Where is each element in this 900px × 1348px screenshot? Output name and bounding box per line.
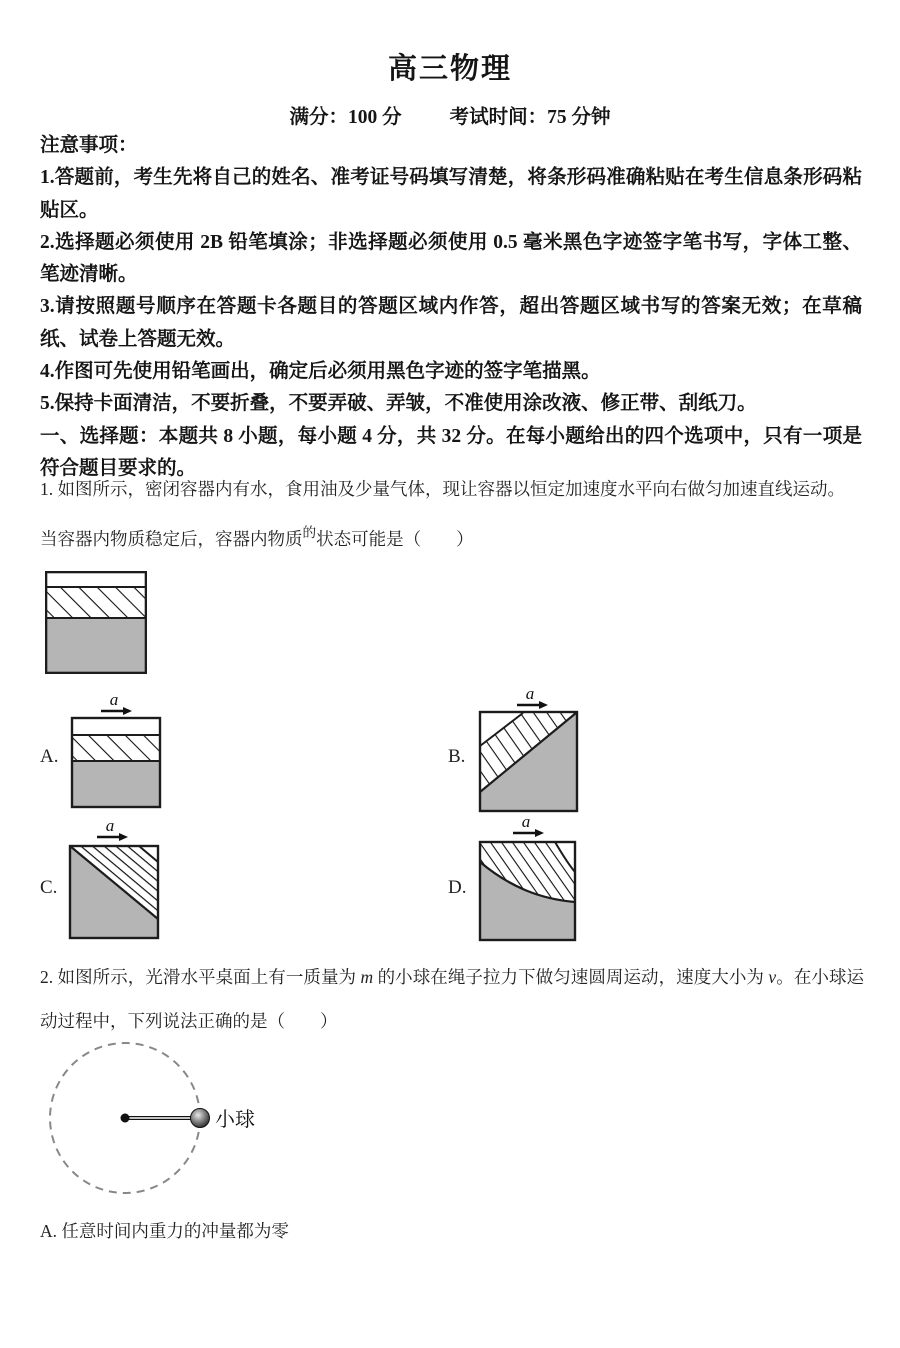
acceleration-arrow (517, 686, 548, 709)
q1-option-d-label: D. (448, 877, 467, 898)
full-score-label: 满分：100 分 (289, 107, 402, 128)
page-title: 高三物理 (387, 53, 512, 85)
exam-meta-row (0, 101, 900, 129)
notice-heading: 注意事项： (40, 135, 138, 156)
q1-option-c-figure (68, 818, 160, 941)
svg-text:a: a (105, 818, 115, 835)
oil-region (46, 587, 146, 618)
notice-item-5: 5.保持卡面清洁，不要折叠，不要弄破、弄皱，不准使用涂改液、修正带、刮纸刀。 (40, 393, 757, 415)
q2-line1-post: 。在小球 (776, 967, 847, 987)
q1-option-b-figure (478, 686, 580, 814)
q2-circular-motion-figure (45, 1038, 285, 1203)
q2-line1-pre: 2. 如图所示，光滑水平桌面上有一质量为 (40, 967, 361, 987)
water-region (72, 761, 160, 807)
notice-item-2: 2.选择题必须使用 2B 铅笔填涂；非选择题必须使用 0.5 毫米黑色字迹签字笔书写，字体工整、笔迹清晰。 (40, 231, 862, 286)
question-1-text-continued (40, 522, 862, 551)
notice-block (40, 130, 862, 485)
q1-option-d-figure (478, 814, 578, 943)
question-2-text (40, 956, 864, 1043)
svg-text:a: a (521, 814, 531, 831)
notice-item-3: 3.请按照题号顺序在答题卡各题目的答题区域内作答，超出答题区域书写的答案无效；在草稿纸、试卷上答题无效。 (40, 296, 862, 350)
svg-text:a: a (525, 686, 535, 703)
q1-line2-post: 状态可能是（ ） (316, 528, 474, 549)
water-region (46, 618, 146, 673)
exam-duration-label: 考试时间：75 分钟 (449, 107, 611, 128)
ball (191, 1109, 210, 1128)
q1-option-a-figure (70, 692, 162, 810)
q1-main-figure (45, 571, 147, 674)
q2-line2: 运动过程中，下列说法正确的是（ ） (40, 967, 865, 1031)
q1-option-c-label: C. (40, 877, 58, 898)
q1-option-a-label: A. (40, 746, 59, 767)
section-header: 一、选择题：本题共 8 小题，每小题 4 分，共 32 分。在每小题给出的四个选项中，只有一项是符合题目要求的。 (40, 425, 862, 479)
q2-speed-symbol: v (768, 967, 777, 987)
notice-item-4: 4.作图可先使用铅笔画出，确定后必须用黑色字迹的签字笔描黑。 (40, 361, 601, 383)
notice-item-1: 1.答题前，考生先将自己的姓名、准考证号码填写清楚，将条形码准确粘贴在考生信息条形码粘贴区。 (40, 167, 862, 221)
q2-mass-symbol: m (360, 967, 374, 987)
acceleration-arrow (513, 814, 544, 837)
q1-option-b-label: B. (448, 746, 466, 767)
oil-region (72, 735, 160, 761)
acceleration-arrow (97, 818, 128, 841)
rotation-center-dot (121, 1114, 130, 1123)
q1-line2-superscript: 的 (302, 525, 317, 540)
q2-option-a-text: A. 任意时间内重力的冲量都为零 (40, 1221, 289, 1241)
acceleration-arrow (101, 692, 132, 715)
q2-line1-mid: 的小球在绳子拉力下做匀速圆周运动，速度大小为 (373, 967, 769, 987)
q1-line2-pre: 当容器内物质稳定后，容器内物质 (40, 528, 303, 549)
ball-label: 小球 (215, 1109, 255, 1131)
question-1-text: 1. 如图所示，密闭容器内有水，食用油及少量气体，现让容器以恒定加速度水平向右做匀加速直线运动。 (40, 479, 845, 499)
svg-text:a: a (109, 692, 119, 709)
